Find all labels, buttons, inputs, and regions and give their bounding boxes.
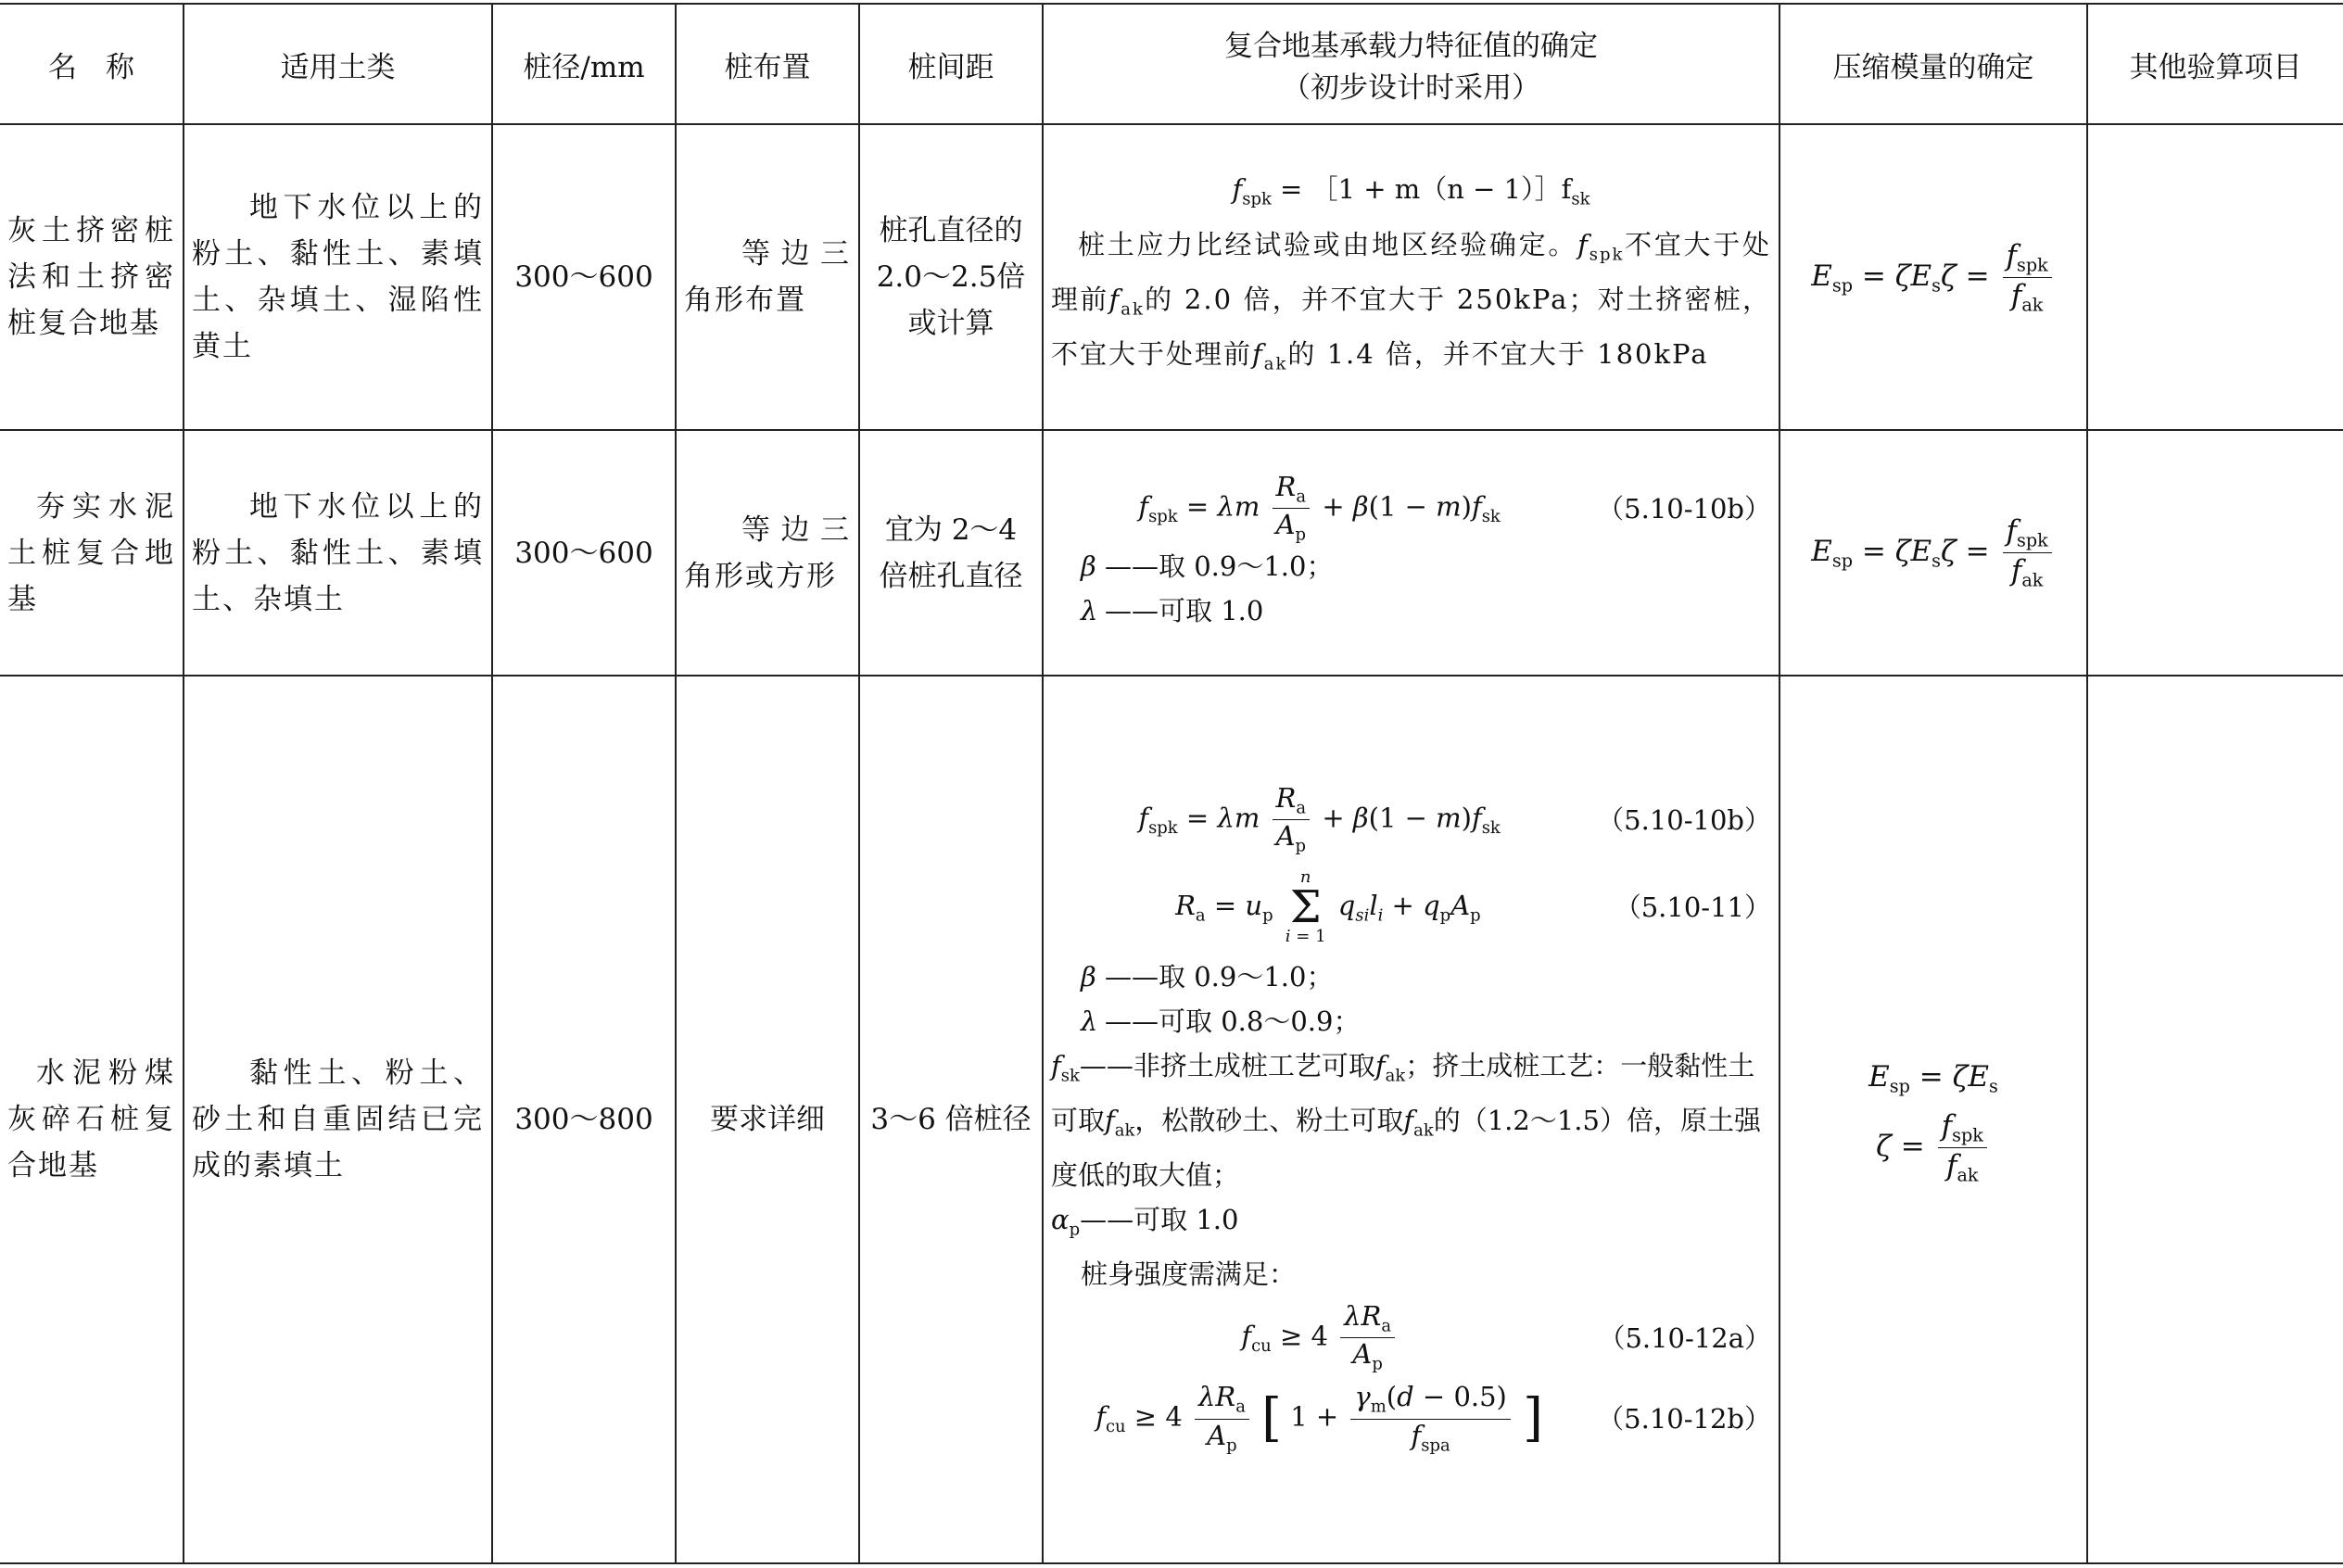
row2-diameter: 300～600	[492, 430, 676, 676]
row1-formula: $f_{spk}$ = ［1 + $m(n - 1)]f_{sk}$	[1232, 173, 1590, 209]
header-layout: 桩布置	[676, 4, 859, 124]
row3-soil: 黏性土、粉土、砂土和自重固结已完成的素填土	[184, 676, 492, 1563]
row3-layout: 要求详细	[676, 676, 859, 1563]
row2-other	[2087, 430, 2343, 676]
row1-modulus: $E_{sp} = \zeta E_s\zeta$ = $\frac{f_{spk}}{f_{ak}}$	[1779, 124, 2087, 430]
row3-modulus: $E_{sp} = \zeta E_s$ ζ = $\frac{f_{spk}}{f_{ak}}$	[1779, 676, 2087, 1563]
row3-formula1: $f_{spk} = \lambda m$ $\frac{R_a}{A_p}$ + $\beta(1 - m)f_{sk}$ （5.10-10b）	[1138, 782, 1771, 856]
header-capacity-line1: 复合地基承载力特征值的确定	[1224, 30, 1598, 63]
table-row	[0, 124, 2343, 430]
row3-formula3: $f_{cu} \ge 4$ $\frac{\lambda R_a}{A_p}$ （5.10-12a）	[1241, 1300, 1771, 1374]
header-other: 其他验算项目	[2087, 4, 2343, 124]
header-spacing: 桩间距	[859, 4, 1043, 124]
table-row	[0, 676, 2343, 1563]
row3-beta-def: β ——取 0.9～1.0；	[1081, 960, 1334, 993]
header-diameter: 桩径/mm	[492, 4, 676, 124]
header-name: 名 称	[0, 4, 184, 124]
row3-capacity	[1043, 676, 1779, 1563]
row1-spacing: 桩孔直径的2.0～2.5倍或计算	[859, 124, 1043, 430]
row2-name: 夯实水泥土桩复合地基	[0, 430, 184, 676]
row2-beta-def: β ——取 0.9～1.0；	[1081, 550, 1334, 583]
row3-formula2: $R_a = u_p$ n Σ i = 1 $q_{si}l_i + q_pA_p$ （5.10-11）	[1175, 866, 1771, 946]
row2-spacing: 宜为 2～4 倍桩孔直径	[859, 430, 1043, 676]
row1-capacity	[1043, 124, 1779, 430]
row1-capacity-text: 桩土应力比经试验或由地区经验确定。$f_{spk}$不宜大于处理前$f_{ak}$的 2.0 倍，并不宜大于 250kPa；对土挤密桩，不宜大于处理前$f_{ak}$的 1.4 倍，并不宜大于 180kPa	[1051, 228, 1771, 374]
row2-modulus: $E_{sp} = \zeta E_s\zeta$ = $\frac{f_{spk}}{f_{ak}}$	[1779, 430, 2087, 676]
row1-soil: 地下水位以上的粉土、黏性土、素填土、杂填土、湿陷性黄土	[184, 124, 492, 430]
row2-capacity	[1043, 430, 1779, 676]
row1-name: 灰土挤密桩法和土挤密桩复合地基	[0, 124, 184, 430]
header-modulus: 压缩模量的确定	[1779, 4, 2087, 124]
row2-soil: 地下水位以上的粉土、黏性土、素填土、杂填土	[184, 430, 492, 676]
row3-alpha-def: $\alpha_p$ ——可取 1.0	[1051, 1204, 1239, 1240]
row3-formula4: $f_{cu} \ge 4$ $\frac{\lambda R_a}{A_p}$ [ 1 + $\frac{\gamma_m(d - 0.5)}{f_{spa}}$ ] （5.10-12b）	[1096, 1381, 1771, 1455]
row1-other	[2087, 124, 2343, 430]
row2-lambda-def: λ ——可取 1.0	[1081, 595, 1264, 627]
header-soil: 适用土类	[184, 4, 492, 124]
row3-lambda-def: λ ——可取 0.8～0.9；	[1081, 1005, 1361, 1037]
header-row	[0, 4, 2343, 124]
row2-layout: 等边三角形或方形	[676, 430, 859, 676]
row3-fsk-def: $f_{sk}——$非挤土成桩工艺可取$f_{ak}$；挤土成桩工艺：一般黏性土可取$f_{ak}$，松散砂土、粉土可取$f_{ak}$的（1.2～1.5）倍，原土强度低的取大值；	[1051, 1049, 1761, 1192]
row3-other	[2087, 676, 2343, 1563]
row3-spacing: 3～6 倍桩径	[859, 676, 1043, 1563]
header-capacity-line2: （初步设计时采用）	[1282, 71, 1540, 105]
row1-diameter: 300～600	[492, 124, 676, 430]
header-capacity	[1043, 4, 1779, 124]
table-row	[0, 430, 2343, 676]
row3-name: 水泥粉煤灰碎石桩复合地基	[0, 676, 184, 1563]
row1-layout: 等边三角形布置	[676, 124, 859, 430]
composite-foundation-table	[0, 3, 2343, 1564]
row3-diameter: 300～800	[492, 676, 676, 1563]
row2-formula: $f_{spk} = \lambda m$ $\frac{R_a}{A_p}$ + $\beta(1 - m)f_{sk}$ （5.10-10b）	[1138, 470, 1771, 545]
row3-strength-note: 桩身强度需满足：	[1081, 1258, 1297, 1291]
